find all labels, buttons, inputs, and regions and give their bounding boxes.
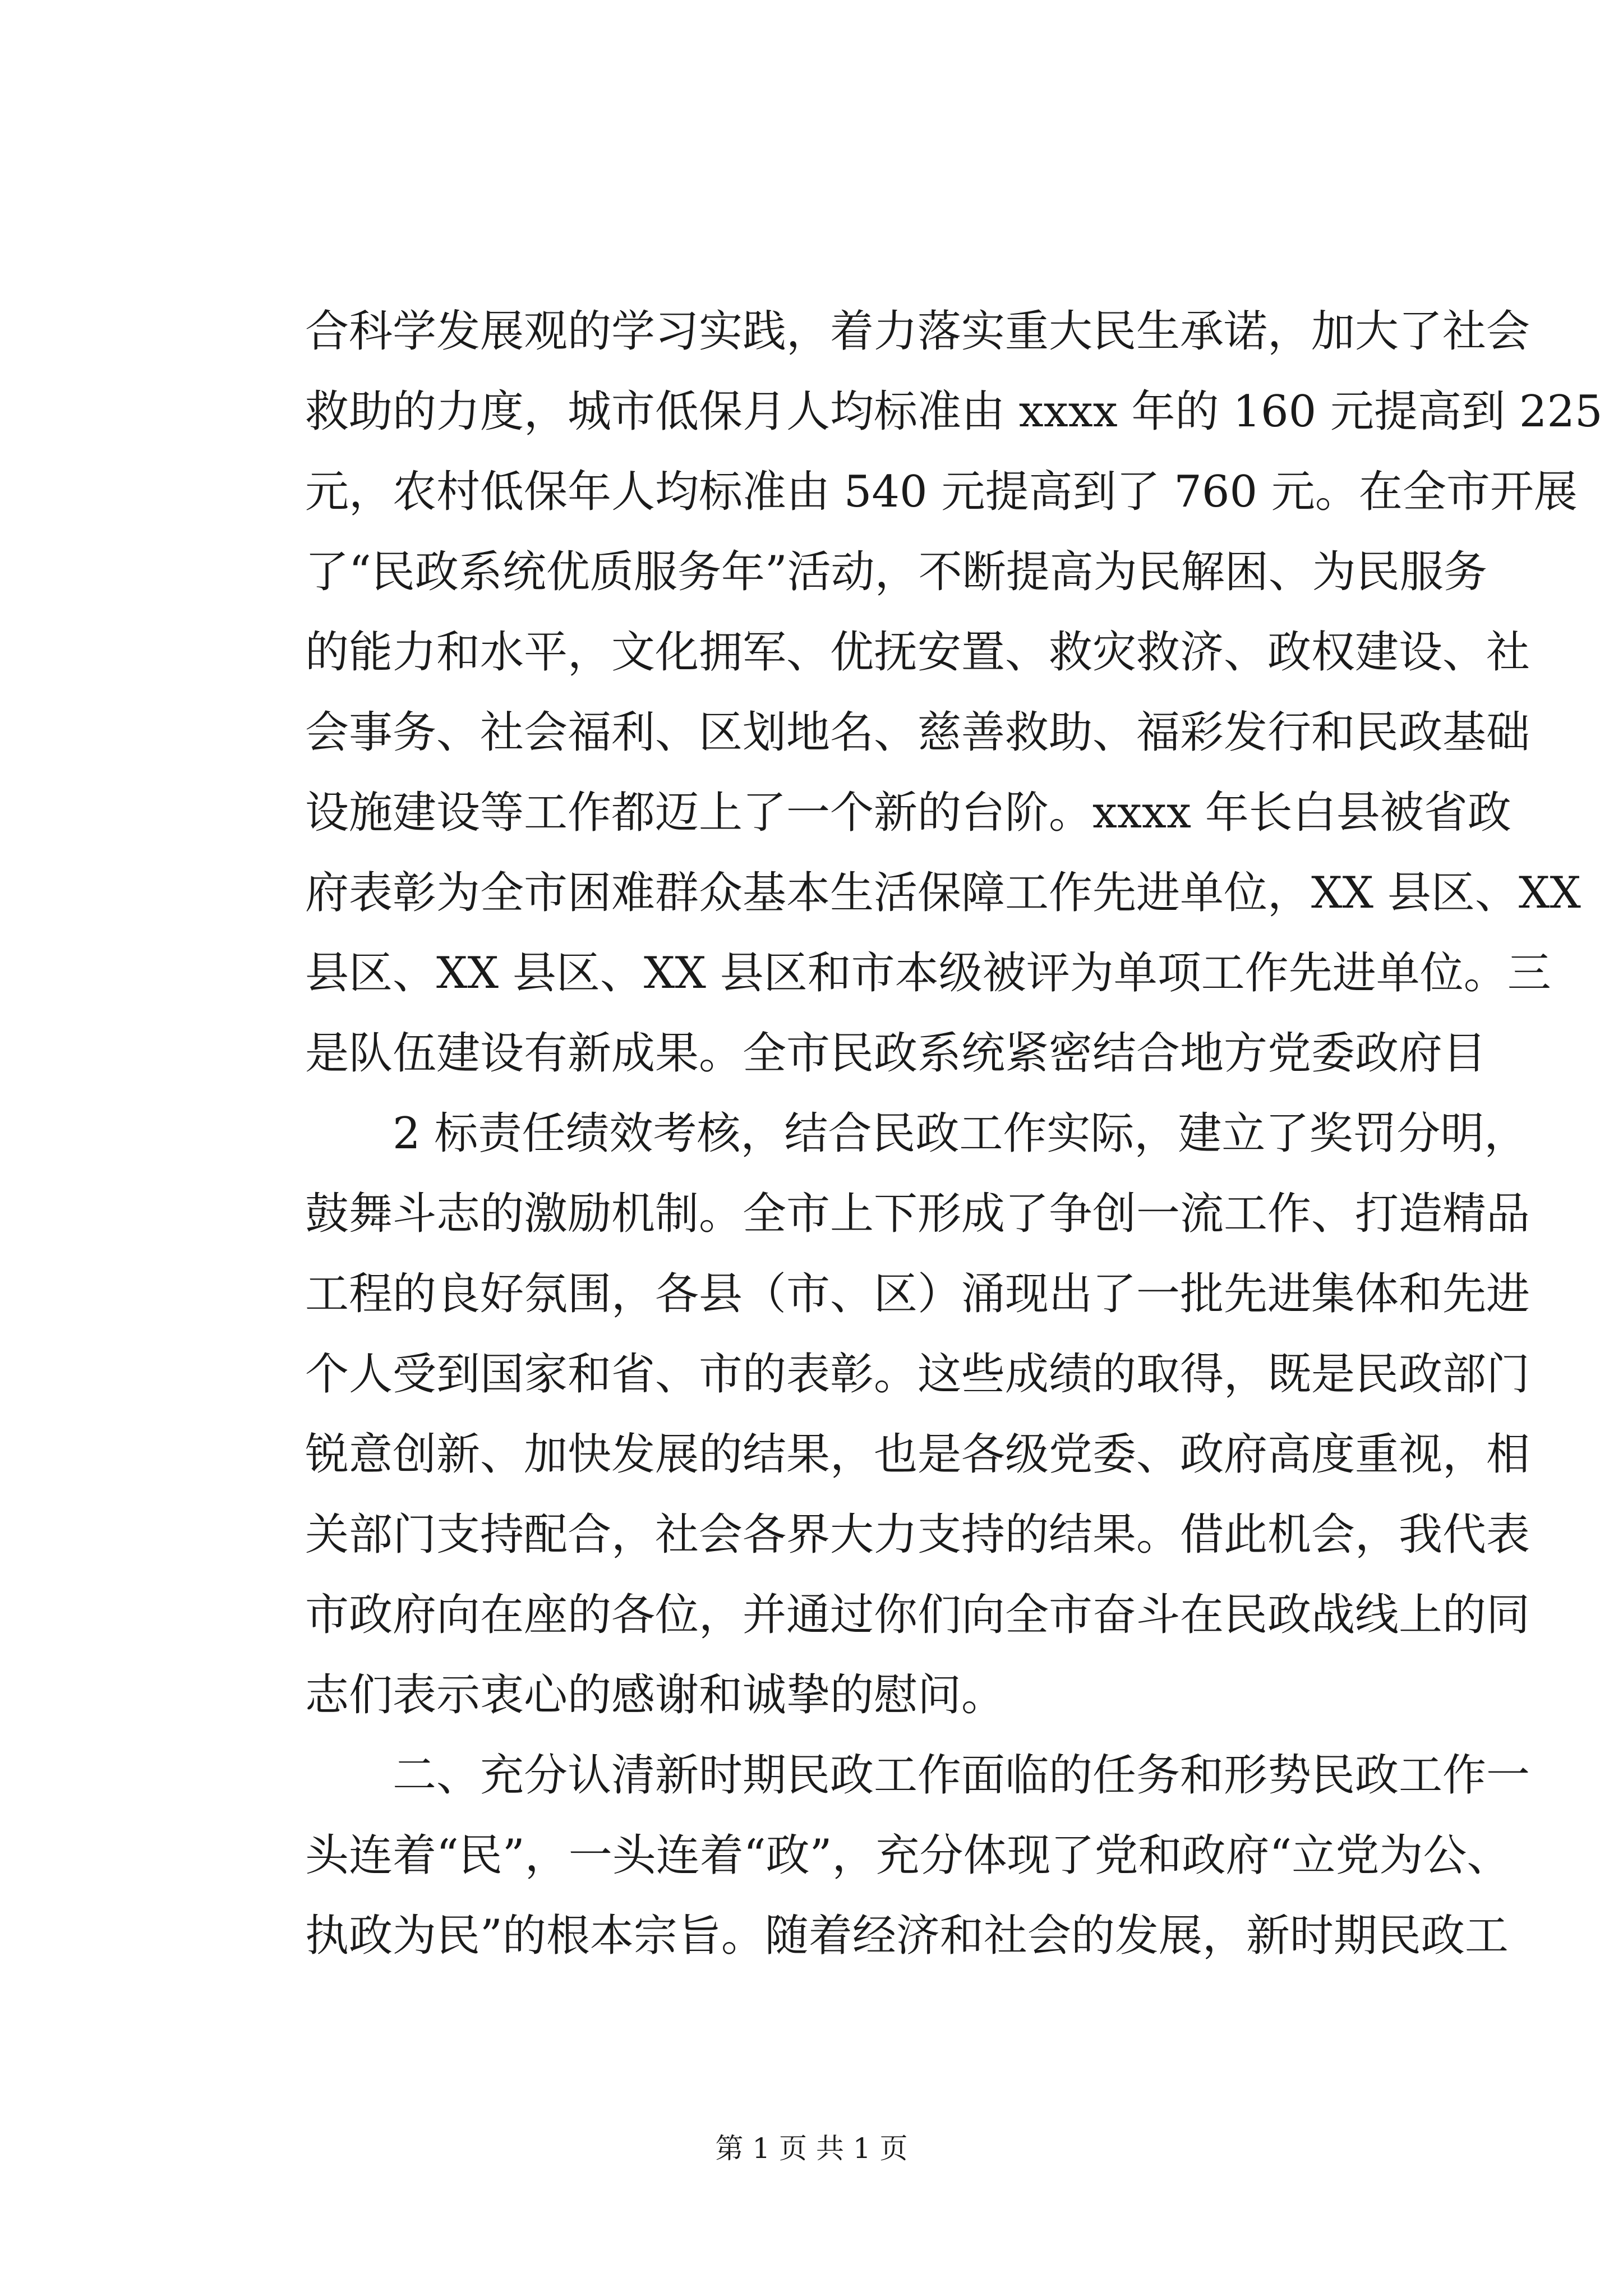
text-line: 鼓舞斗志的激励机制。全市上下形成了争创一流工作、打造精品 [305,1189,1530,1239]
body-text [305,292,1603,1976]
text-line: 工程的良好氛围，各县（市、区）涌现出了一批先进集体和先进 [305,1269,1530,1319]
text-line: 府表彰为全市困难群众基本生活保障工作先进单位，XX 县区、XX [305,868,1581,918]
text-line: 的能力和水平，文化拥军、优抚安置、救灾救济、政权建设、社 [305,627,1530,678]
text-line: 是队伍建设有新成果。全市民政系统紧密结合地方党委政府目 [305,1028,1487,1079]
paragraph [305,1736,1530,1976]
text-line: 锐意创新、加快发展的结果，也是各级党委、政府高度重视，相 [305,1429,1530,1480]
paragraph [305,1094,1530,1736]
text-line: 关部门支持配合，社会各界大力支持的结果。借此机会，我代表 [305,1510,1530,1560]
text-line: 执政为民”的根本宗旨。随着经济和社会的发展，新时期民政工 [305,1911,1509,1961]
text-line: 志们表示衷心的感谢和诚挚的慰问。 [305,1670,1006,1720]
text-line: 市政府向在座的各位，并通过你们向全市奋斗在民政战线上的同 [305,1590,1530,1640]
text-line: 合科学发展观的学习实践，着力落实重大民生承诺，加大了社会 [305,306,1530,357]
text-line: 元，农村低保年人均标准由 540 元提高到了 760 元。在全市开展 [305,467,1578,517]
text-line: 了“民政系统优质服务年”活动，不断提高为民解困、为民服务 [305,547,1487,597]
text-line: 个人受到国家和省、市的表彰。这些成绩的取得，既是民政部门 [305,1349,1530,1400]
paragraph [305,292,1603,1094]
text-line: 县区、XX 县区、XX 县区和市本级被评为单项工作先进单位。三 [305,948,1551,999]
page-footer: 第 1 页 共 1 页 [715,2132,908,2165]
text-line: 2 标责任绩效考核，结合民政工作实际，建立了奖罚分明， [393,1108,1528,1159]
text-line: 头连着“民”，一头连着“政”，充分体现了党和政府“立党为公、 [305,1830,1511,1881]
text-line: 救助的力度，城市低保月人均标准由 xxxx 年的 160 元提高到 225 [305,386,1603,437]
text-line: 设施建设等工作都迈上了一个新的台阶。xxxx 年长白县被省政 [305,788,1511,838]
text-line: 会事务、社会福利、区划地名、慈善救助、福彩发行和民政基础 [305,707,1530,758]
text-line: 二、充分认清新时期民政工作面临的任务和形势民政工作一 [393,1750,1530,1801]
